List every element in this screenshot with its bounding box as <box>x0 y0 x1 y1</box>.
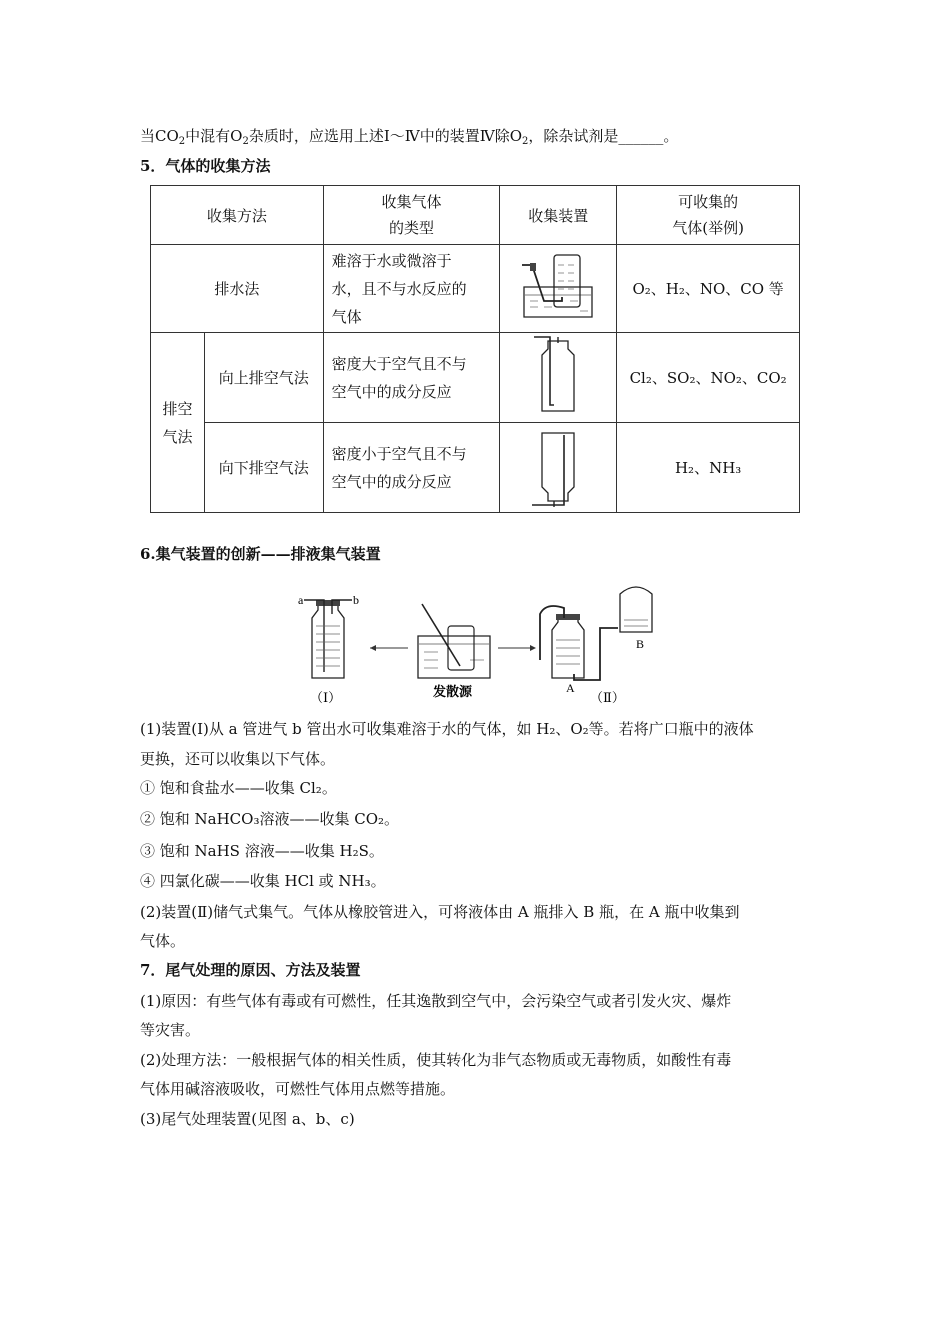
table-header-row <box>151 186 800 245</box>
downward-air-displacement-bottle-icon <box>528 425 588 507</box>
label-A: A <box>566 681 575 695</box>
gas-collection-table <box>150 185 800 513</box>
row-upward-method: 向上排空气法 <box>204 333 323 423</box>
row-upward-device <box>500 333 617 423</box>
label-b: b <box>353 593 359 607</box>
list-item: ④ 四氯化碳——收集 HCl 或 NH₃。 <box>140 872 386 890</box>
row-water-device <box>500 245 617 333</box>
label-a: a <box>298 593 304 607</box>
row-upward-gases: Cl₂、SO₂、NO₂、CO₂ <box>617 333 800 423</box>
arrow-right-icon <box>530 645 536 651</box>
caption-divergent-source: 发散源 <box>433 684 473 699</box>
upward-air-displacement-bottle-icon <box>528 335 588 417</box>
device-II-apparatus-icon <box>540 587 652 680</box>
water-trough-icon <box>418 604 490 678</box>
section-7-title: 7．尾气处理的原因、方法及装置 <box>140 961 361 979</box>
paragraph-2-line-1: (2)装置(Ⅱ)储气式集气。气体从橡胶管进入，可将液体由 A 瓶排入 B 瓶，在 A 瓶中收集到 <box>140 903 740 921</box>
caption-device-I: （Ⅰ） <box>310 690 342 705</box>
paragraph-5: (3)尾气处理装置(见图 a、b、c) <box>140 1110 355 1128</box>
table-row <box>151 245 800 333</box>
water-displacement-apparatus-icon <box>518 249 598 325</box>
list-item: ③ 饱和 NaHS 溶液——收集 H₂S。 <box>140 842 384 860</box>
list-item: ① 饱和食盐水——收集 Cl₂。 <box>140 779 337 797</box>
paragraph-3-line-1: (1)原因：有些气体有毒或有可燃性，任其逸散到空气中，会污染空气或者引发火灾、爆炸 <box>140 992 732 1010</box>
row-upward-type: 密度大于空气且不与 空气中的成分反应 <box>323 333 500 423</box>
header-gases: 可收集的 气体(举例) <box>617 186 800 245</box>
paragraph-1-line-1: (1)装置(Ⅰ)从 a 管进气 b 管出水可收集难溶于水的气体，如 H₂、O₂等。若将广口瓶中的液体 <box>140 720 754 738</box>
label-B: B <box>636 637 645 651</box>
header-device: 收集装置 <box>500 186 617 245</box>
air-displacement-group: 排空 气法 <box>151 333 205 513</box>
paragraph-4-line-2: 气体用碱溶液吸收，可燃性气体用点燃等措施。 <box>140 1080 456 1098</box>
row-downward-method: 向下排空气法 <box>204 423 323 513</box>
caption-device-II: （Ⅱ） <box>590 690 625 705</box>
section-6-title: 6.集气装置的创新——排液集气装置 <box>140 545 381 563</box>
list-item: ② 饱和 NaHCO₃溶液——收集 CO₂。 <box>140 810 400 828</box>
row-downward-type: 密度小于空气且不与 空气中的成分反应 <box>323 423 500 513</box>
table-row <box>151 423 800 513</box>
section-5-title: 5．气体的收集方法 <box>140 157 271 175</box>
row-water-method: 排水法 <box>151 245 324 333</box>
liquid-displacement-figure <box>290 578 670 708</box>
header-type: 收集气体 的类型 <box>323 186 500 245</box>
row-downward-gases: H₂、NH₃ <box>617 423 800 513</box>
paragraph-2-line-2: 气体。 <box>140 932 186 950</box>
row-downward-device <box>500 423 617 513</box>
row-water-type: 难溶于水或微溶于 水，且不与水反应的 气体 <box>323 245 500 333</box>
row-water-gases: O₂、H₂、NO、CO 等 <box>617 245 800 333</box>
intro-line: 当$CO_2$中混有$O_2$杂质时，应选用上述Ⅰ～Ⅳ中的装置Ⅳ除$O_2$，除杂试剂是______。 <box>140 127 679 147</box>
paragraph-1-line-2: 更换，还可以收集以下气体。 <box>140 750 336 768</box>
arrow-left-icon <box>370 645 376 651</box>
paragraph-3-line-2: 等灾害。 <box>140 1021 201 1039</box>
table-row <box>151 333 800 423</box>
device-I-bottle-icon <box>304 600 352 678</box>
header-method: 收集方法 <box>151 186 324 245</box>
paragraph-4-line-1: (2)处理方法：一般根据气体的相关性质，使其转化为非气态物质或无毒物质，如酸性有毒 <box>140 1051 732 1069</box>
